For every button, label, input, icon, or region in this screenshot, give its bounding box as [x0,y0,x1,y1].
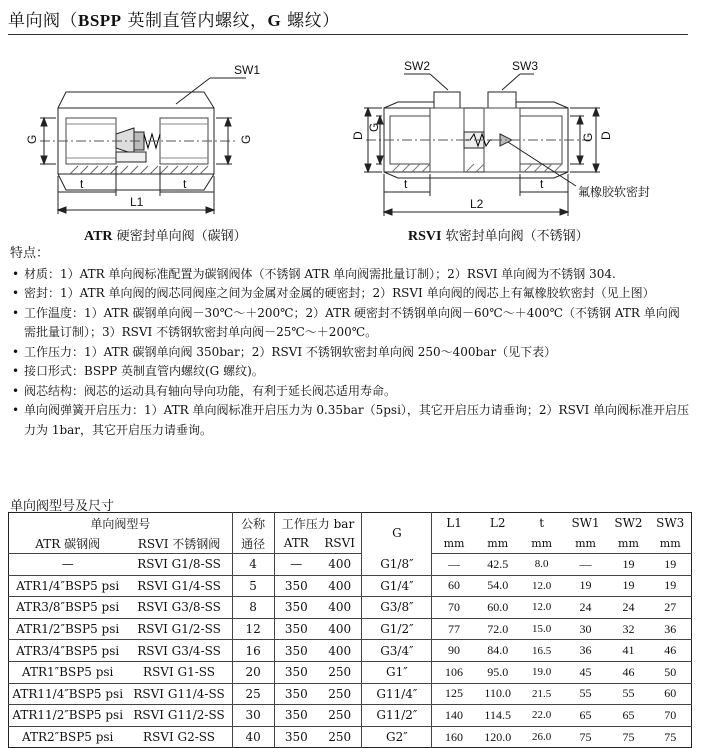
title-divider [8,34,688,35]
table-cell: 250 [318,705,362,727]
table-row [9,554,692,576]
table-cell: 54.0 [476,575,520,597]
caption-rsvi: RSVI 软密封单向阀（不锈钢） [408,229,589,244]
label-d-left: D [351,131,365,140]
table-cell: 19.0 [520,661,564,683]
table-cell: 75 [579,729,592,744]
table-cell: 26.0 [532,731,552,744]
feature-item: • 阀芯结构：阀芯的运动具有轴向导向功能，有利于延长阀芯适用寿命。 [10,382,690,402]
table-cell: G11/2″ [362,705,432,727]
table-cell: 19 [564,575,608,597]
table-cell: 12 [232,618,274,640]
table-cell: 75 [622,729,635,744]
table-cell: 350 [274,726,318,748]
features-list [10,265,690,441]
table-cell: 250 [318,683,362,705]
table-cell: 16 [232,640,274,662]
rsvi-valve-drawing [364,74,600,216]
table-cell: 400 [318,575,362,597]
table-cell: 36 [649,618,691,640]
table-cell: G1/2″ [362,618,432,640]
table-cell: 250 [328,730,352,745]
header-unit: mm [649,533,691,554]
header-t: t [539,516,545,530]
label-g-right-rsvi: G [581,132,595,142]
header-dn-2: 通径 [232,533,274,554]
table-cell: 19 [649,575,691,597]
header-unit: mm [476,533,520,554]
dimension-table [8,512,692,748]
table-cell: 60 [432,575,476,597]
label-l1: L1 [130,195,144,209]
table-cell: 46 [608,661,650,683]
table-cell: — [432,554,476,576]
feature-item: • 密封：1）ATR 单向阀的阀芯同阀座之间为金属对金属的硬密封；2）RSVI 单向阀的阀芯上有氟橡胶软密封（见上图） [10,284,690,304]
table-cell: 60.0 [476,597,520,619]
table-cell: G2″ [362,726,432,748]
table-cell: 4 [232,554,274,576]
header-atr: ATR 碳钢阀 [9,533,127,554]
table-cell: 65 [564,705,608,727]
table-cell: 27 [649,597,691,619]
table-cell: ATR2″BSP5 psi [21,730,114,745]
table-cell: 8.0 [520,554,564,576]
features-heading: 特点： [10,246,50,261]
table-cell: 77 [432,618,476,640]
table-cell: 350 [274,683,318,705]
header-unit: mm [520,533,564,554]
table-cell: 30 [564,618,608,640]
table-cell: 350 [274,640,318,662]
header-unit: mm [564,533,608,554]
table-row [9,618,692,640]
header-pressure: 工作压力 bar [274,513,362,534]
label-d-right: D [599,131,613,140]
table-row [9,683,692,705]
table-cell: 5 [232,575,274,597]
feature-item: • 接口形式：BSPP 英制直管内螺纹(G 螺纹)。 [10,362,690,382]
table-cell: RSVI G11/4-SS [126,683,232,705]
table-cell: 70 [649,705,691,727]
header-l2: L2 [489,516,506,530]
label-g-right: G [239,134,253,144]
table-cell: ATR3/8″BSP5 psi [9,597,127,619]
header-sw2: SW2 [614,516,643,530]
table-cell: RSVI G1/8-SS [126,554,232,576]
header-p-atr: ATR [274,533,318,554]
table-cell: 106 [432,661,476,683]
table-cell: 42.5 [476,554,520,576]
table-cell: 65 [608,705,650,727]
table-cell: 350 [274,575,318,597]
label-t-right-rsvi: t [540,177,544,191]
table-cell: 30 [232,705,274,727]
table-cell: 22.0 [520,705,564,727]
table-row [9,575,692,597]
table-cell: 95.0 [476,661,520,683]
table-row [9,705,692,727]
table-cell: 41 [608,640,650,662]
label-l2: L2 [470,197,484,211]
table-cell: RSVI G1-SS [126,661,232,683]
table-cell: 45 [564,661,608,683]
table-cell: 140 [432,705,476,727]
table-cell: 114.5 [476,705,520,727]
table-cell: 19 [608,554,650,576]
page-title: 单向阀（BSPP 英制直管内螺纹，G 螺纹） [8,11,340,31]
label-g-left-rsvi: G [367,122,381,132]
table-cell: 19 [608,575,650,597]
table-cell: 72.0 [476,618,520,640]
table-row [9,640,692,662]
feature-item: • 材质：1）ATR 单向阀标准配置为碳钢阀体（不锈钢 ATR 单向阀需批量订制）；2）RSVI 单向阀为不锈钢 304. [10,265,690,285]
table-row [9,726,692,748]
header-sw3: SW3 [656,516,685,530]
table-cell: G11/4″ [362,683,432,705]
header-model-group: 单向阀型号 [90,516,151,531]
table-cell: 24 [608,597,650,619]
header-sw1: SW1 [571,516,600,530]
features-section [10,244,690,440]
table-cell: 110.0 [476,683,520,705]
table-cell: 90 [432,640,476,662]
feature-item: • 工作压力：1）ATR 碳钢单向阀 350bar；2）RSVI 不锈钢软密封单向阀 250～400bar（见下表） [10,343,690,363]
header-dn-1: 公称 [232,513,274,534]
table-row [9,661,692,683]
table-cell: 24 [564,597,608,619]
feature-item: • 工作温度：1）ATR 碳钢单向阀－30℃～＋200℃；2）ATR 硬密封不锈钢单向阀－60℃～＋400℃（不锈钢 ATR 单向阀需批量订制）；3）RSVI 不锈钢软密封单向阀－25℃～＋200℃。 [10,304,690,343]
table-cell: RSVI G3/4-SS [126,640,232,662]
table-cell: 350 [274,618,318,640]
label-sw1: SW1 [234,63,261,77]
table-title: 单向阀型号及尺寸 [10,499,115,514]
table-cell: G3/8″ [362,597,432,619]
table-cell: RSVI G1/4-SS [126,575,232,597]
table-cell: 75 [664,729,677,744]
label-sw3: SW3 [512,59,539,73]
table-cell: — [564,554,608,576]
table-cell: 84.0 [476,640,520,662]
table-cell: ATR1/2″BSP5 psi [9,618,127,640]
table-cell: 12.0 [520,575,564,597]
table-cell: RSVI G1/2-SS [126,618,232,640]
header-p-rsvi: RSVI [318,533,362,554]
table-cell: ATR11/2″BSP5 psi [9,705,127,727]
table-cell: 400 [318,618,362,640]
label-t-left: t [80,177,84,191]
table-cell: 400 [318,554,362,576]
header-unit: mm [432,533,476,554]
table-cell: 8 [232,597,274,619]
header-l1: L1 [432,513,476,534]
table-cell: ATR3/4″BSP5 psi [9,640,127,662]
table-cell: 400 [318,640,362,662]
table-cell: — [274,554,318,576]
table-cell: 40 [232,726,274,748]
table-cell: 19 [649,554,691,576]
table-cell: ATR1″BSP5 psi [9,661,127,683]
table-body [9,554,692,748]
table-cell: ATR1/4″BSP5 psi [9,575,127,597]
table-cell: 25 [232,683,274,705]
label-t-right: t [183,177,187,191]
label-sw2: SW2 [404,59,431,73]
table-cell: 160 [432,726,476,748]
table-cell: 125 [432,683,476,705]
caption-atr: ATR 硬密封单向阀（碳钢） [84,229,247,244]
table-cell: — [9,554,127,576]
table-cell: G1/8″ [362,554,432,576]
header-unit: mm [608,533,650,554]
header-rsvi: RSVI 不锈钢阀 [126,533,232,554]
table-cell: 20 [232,661,274,683]
table-cell: 70 [432,597,476,619]
table-cell: 350 [274,705,318,727]
table-cell: 350 [274,597,318,619]
table-cell: 55 [608,683,650,705]
table-cell: 55 [564,683,608,705]
label-seal: 氟橡胶软密封 [578,185,651,199]
table-cell: 32 [608,618,650,640]
table-cell: 21.5 [520,683,564,705]
table-cell: 50 [649,661,691,683]
table-cell: 46 [649,640,691,662]
label-t-left-rsvi: t [404,177,408,191]
table-cell: RSVI G11/2-SS [126,705,232,727]
table-cell: 15.0 [520,618,564,640]
header-g: G [362,513,432,554]
table-row [9,597,692,619]
table-cell: 36 [564,640,608,662]
table-cell: G1/4″ [362,575,432,597]
table-cell: 350 [274,661,318,683]
table-cell: 12.0 [520,597,564,619]
feature-item: • 单向阀弹簧开启压力：1）ATR 单向阀标准开启压力为 0.35bar（5psi），其它开启压力请垂询；2）RSVI 单向阀标准开启压力为 1bar，其它开启压力请垂询。 [10,401,690,440]
label-g-left: G [25,134,39,144]
table-cell: G3/4″ [362,640,432,662]
table-cell: G1″ [362,661,432,683]
atr-valve-drawing [40,78,246,214]
table-cell: RSVI G3/8-SS [126,597,232,619]
table-cell: 250 [318,661,362,683]
table-cell: ATR11/4″BSP5 psi [9,683,127,705]
table-cell: 400 [318,597,362,619]
table-cell: RSVI G2-SS [143,730,216,745]
table-cell: 120.0 [484,729,512,744]
table-cell: 60 [649,683,691,705]
table-cell: 16.5 [520,640,564,662]
